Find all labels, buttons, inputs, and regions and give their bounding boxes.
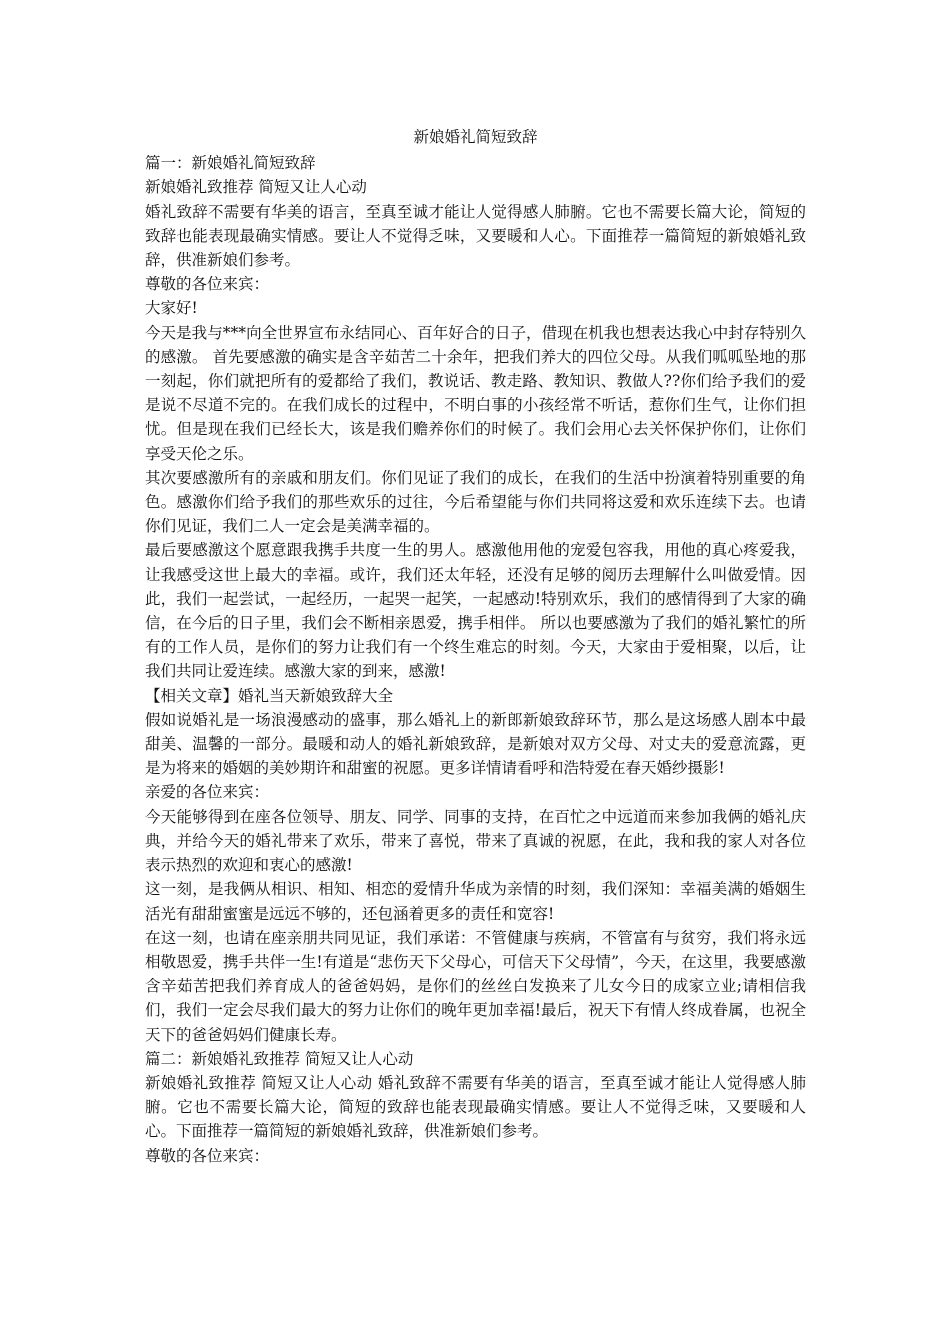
paragraph-4: 尊敬的各位来宾： [145, 275, 270, 294]
paragraph-11: 亲爱的各位来宾： [145, 783, 270, 802]
paragraph-2: 新娘婚礼致推荐 简短又让人心动 [145, 178, 367, 197]
paragraph-8: 最后要感激这个愿意跟我携手共度一生的男人。感激他用他的宠爱包容我，用他的真心疼爱我，让我感受这世上最大的幸福。或许，我们还太年轻，还没有足够的阅历去理解什么叫做爱情。因此，我们一起尝试，一起经历，一起哭一起笑，一起感动!特别欢乐，我们的感情得到了大家的确信，在今后的日子里，我们会不断相亲恩爱，携手相伴。 所以也要感激为了我们的婚礼繁忙的所有的工作人员，是你们的努力让我们有一个终生难忘的时刻。今天，大家由于爱相聚，以后，让我们共同让爱连续。感激大家的到来，感激! [145, 541, 806, 681]
paragraph-7: 其次要感激所有的亲戚和朋友们。你们见证了我们的成长，在我们的生活中扮演着特别重要的角色。感激你们给予我们的那些欢乐的过往，今后希望能与你们共同将这爱和欢乐连续下去。也请你们见证，我们二人一定会是美满幸福的。 [145, 468, 806, 536]
related-article-heading: 【相关文章】婚礼当天新娘致辞大全 [145, 686, 394, 705]
paragraph-5: 大家好! [145, 299, 198, 318]
paragraph-13: 这一刻，是我俩从相识、相知、相恋的爱情升华成为亲情的时刻，我们深知：幸福美满的婚姻生活光有甜甜蜜蜜是远远不够的，还包涵着更多的责任和宽容! [145, 880, 806, 923]
section-two-heading: 篇二：新娘婚礼致推荐 简短又让人心动 [145, 1049, 414, 1068]
paragraph-1: 篇一：新娘婚礼简短致辞 [145, 154, 316, 173]
paragraph-12: 今天能够得到在座各位领导、朋友、同学、同事的支持，在百忙之中远道而来参加我俩的婚礼庆典，并给今天的婚礼带来了欢乐，带来了喜悦，带来了真诚的祝愿，在此，我和我的家人对各位表示热烈的欢迎和衷心的感激! [145, 807, 806, 875]
paragraph-17: 尊敬的各位来宾： [145, 1146, 270, 1165]
paragraph-6: 今天是我与***向全世界宣布永结同心、百年好合的日子，借现在机我也想表达我心中封存特别久的感激。 首先要感激的确实是含辛茹苦二十余年，把我们养大的四位父母。从我们呱呱坠地的那一刻起，你们就把所有的爱都给了我们，教说话、教走路、教知识、教做人??你们给予我们的爱是说不尽道不完的。在我们成长的过程中，不明白事的小孩经常不听话，惹你们生气，让你们担忧。但是现在我们已经长大，该是我们赡养你们的时候了。我们会用心去关怀保护你们，让你们享受天伦之乐。 [145, 323, 806, 463]
paragraph-14: 在这一刻，也请在座亲朋共同见证，我们承诺：不管健康与疾病，不管富有与贫穷，我们将永远相敬恩爱，携手共伴一生!有道是“悲伤天下父母心，可信天下父母情”，今天，在这里，我要感激含辛茹苦把我们养育成人的爸爸妈妈，是你们的丝丝白发换来了儿女今日的成家立业;请相信我们，我们一定会尽我们最大的努力让你们的晚年更加幸福!最后，祝天下有情人终成眷属，也祝全天下的爸爸妈妈们健康长寿。 [145, 928, 806, 1044]
paragraph-3: 婚礼致辞不需要有华美的语言，至真至诚才能让人觉得感人肺腑。它也不需要长篇大论，简短的致辞也能表现最确实情感。要让人不觉得乏味，又要暖和人心。下面推荐一篇简短的新娘婚礼致辞，供准新娘们参考。 [145, 202, 806, 270]
paragraph-10: 假如说婚礼是一场浪漫感动的盛事，那么婚礼上的新郎新娘致辞环节，那么是这场感人剧本中最甜美、温馨的一部分。最暖和动人的婚礼新娘致辞，是新娘对双方父母、对丈夫的爱意流露，更是为将来的婚姻的美妙期许和甜蜜的祝愿。更多详情请看呼和浩特爱在春天婚纱摄影! [145, 710, 806, 778]
document-title: 新娘婚礼简短致辞 [413, 128, 538, 146]
document-page [145, 125, 806, 1168]
paragraph-16: 新娘婚礼致推荐 简短又让人心动 婚礼致辞不需要有华美的语言，至真至诚才能让人觉得感人肺腑。它也不需要长篇大论，简短的致辞也能表现最确实情感。要让人不觉得乏味，又要暖和人心。下面推荐一篇简短的新娘婚礼致辞，供准新娘们参考。 [145, 1073, 806, 1141]
